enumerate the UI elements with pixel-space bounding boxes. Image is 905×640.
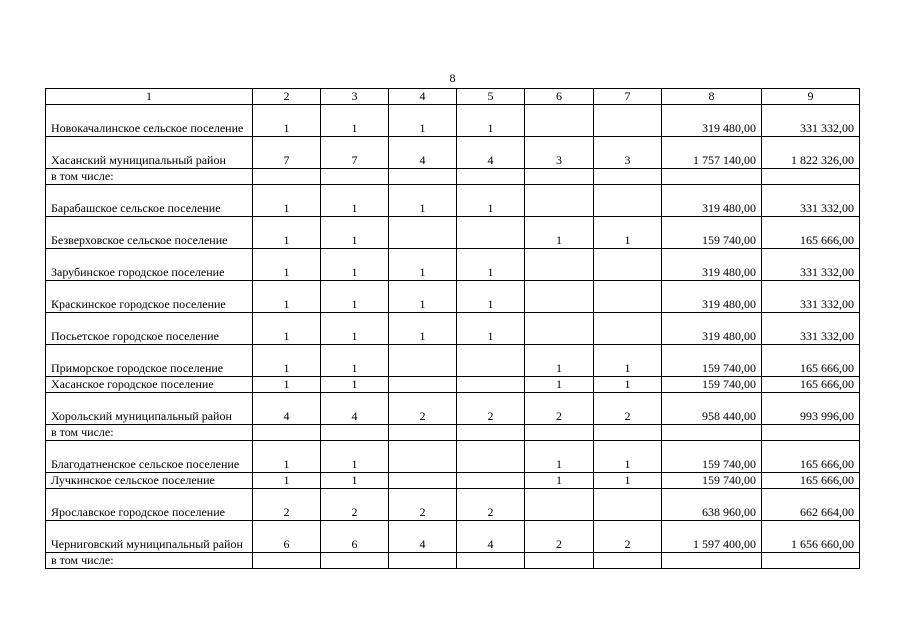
count-cell-col-2: 1 [253, 217, 321, 249]
count-cell-col-6 [525, 313, 594, 345]
count-cell-col-5: 2 [457, 393, 525, 425]
municipality-name-cell: Лучкинское сельское поселение [46, 473, 253, 489]
count-cell-col-2: 6 [253, 521, 321, 553]
municipality-name-cell: в том числе: [46, 553, 253, 569]
table-row [46, 377, 860, 393]
column-header: 4 [389, 89, 457, 105]
municipality-name-cell: в том числе: [46, 425, 253, 441]
count-cell-col-4 [389, 441, 457, 473]
count-cell-col-4: 2 [389, 393, 457, 425]
count-cell-col-6: 2 [525, 521, 594, 553]
amount-cell-col-8: 638 960,00 [662, 489, 762, 521]
amount-cell-col-9: 993 996,00 [762, 393, 860, 425]
municipality-name-cell: Ярославское городское поселение [46, 489, 253, 521]
count-cell-col-2: 1 [253, 249, 321, 281]
amount-cell-col-9: 165 666,00 [762, 217, 860, 249]
column-header: 3 [321, 89, 389, 105]
count-cell-col-3: 1 [321, 281, 389, 313]
count-cell-col-3: 2 [321, 489, 389, 521]
count-cell-col-6: 1 [525, 217, 594, 249]
count-cell-col-6: 1 [525, 377, 594, 393]
count-cell-col-7: 3 [594, 137, 662, 169]
amount-cell-col-9: 1 656 660,00 [762, 521, 860, 553]
municipality-name-cell: Барабашское сельское поселение [46, 185, 253, 217]
amount-cell-col-8: 319 480,00 [662, 313, 762, 345]
count-cell-col-5: 4 [457, 137, 525, 169]
count-cell-col-2: 1 [253, 441, 321, 473]
amount-cell-col-9: 331 332,00 [762, 185, 860, 217]
municipality-name-cell: Хасанское городское поселение [46, 377, 253, 393]
count-cell-col-5 [457, 425, 525, 441]
count-cell-col-2 [253, 425, 321, 441]
amount-cell-col-9 [762, 169, 860, 185]
count-cell-col-3 [321, 169, 389, 185]
amount-cell-col-8: 319 480,00 [662, 105, 762, 137]
municipality-name-cell: в том числе: [46, 169, 253, 185]
count-cell-col-2: 1 [253, 473, 321, 489]
count-cell-col-2: 7 [253, 137, 321, 169]
municipality-name-cell: Безверховское сельское поселение [46, 217, 253, 249]
amount-cell-col-9: 331 332,00 [762, 105, 860, 137]
amount-cell-col-9: 331 332,00 [762, 313, 860, 345]
count-cell-col-3: 1 [321, 441, 389, 473]
count-cell-col-7: 1 [594, 441, 662, 473]
table-row [46, 521, 860, 553]
amount-cell-col-9: 165 666,00 [762, 345, 860, 377]
count-cell-col-7: 2 [594, 521, 662, 553]
amount-cell-col-8: 159 740,00 [662, 377, 762, 393]
amount-cell-col-8: 958 440,00 [662, 393, 762, 425]
amount-cell-col-8 [662, 169, 762, 185]
count-cell-col-3: 1 [321, 185, 389, 217]
column-header: 6 [525, 89, 594, 105]
table-row [46, 441, 860, 473]
table-row [46, 425, 860, 441]
amount-cell-col-8: 159 740,00 [662, 441, 762, 473]
count-cell-col-4 [389, 553, 457, 569]
count-cell-col-6 [525, 185, 594, 217]
municipality-name-cell: Краскинское городское поселение [46, 281, 253, 313]
column-number-header-row [46, 89, 860, 105]
count-cell-col-6: 1 [525, 345, 594, 377]
table-row [46, 473, 860, 489]
count-cell-col-4 [389, 473, 457, 489]
count-cell-col-4: 4 [389, 137, 457, 169]
table-row [46, 105, 860, 137]
amount-cell-col-9: 165 666,00 [762, 377, 860, 393]
amount-cell-col-9: 331 332,00 [762, 249, 860, 281]
count-cell-col-7: 1 [594, 345, 662, 377]
municipality-name-cell: Благодатненское сельское поселение [46, 441, 253, 473]
count-cell-col-6: 1 [525, 473, 594, 489]
table-row [46, 217, 860, 249]
count-cell-col-2: 1 [253, 313, 321, 345]
count-cell-col-3: 1 [321, 313, 389, 345]
count-cell-col-2: 2 [253, 489, 321, 521]
count-cell-col-5: 4 [457, 521, 525, 553]
count-cell-col-5: 1 [457, 185, 525, 217]
table-row [46, 137, 860, 169]
count-cell-col-4: 1 [389, 249, 457, 281]
count-cell-col-3: 1 [321, 217, 389, 249]
amount-cell-col-9 [762, 425, 860, 441]
count-cell-col-6 [525, 553, 594, 569]
count-cell-col-2 [253, 553, 321, 569]
municipality-name-cell: Черниговский муниципальный район [46, 521, 253, 553]
count-cell-col-5 [457, 217, 525, 249]
count-cell-col-6: 2 [525, 393, 594, 425]
amount-cell-col-9: 331 332,00 [762, 281, 860, 313]
amount-cell-col-8: 319 480,00 [662, 185, 762, 217]
amount-cell-col-9: 165 666,00 [762, 473, 860, 489]
amount-cell-col-8: 319 480,00 [662, 281, 762, 313]
count-cell-col-2 [253, 169, 321, 185]
count-cell-col-7 [594, 185, 662, 217]
count-cell-col-3: 1 [321, 105, 389, 137]
count-cell-col-7: 1 [594, 217, 662, 249]
column-header: 5 [457, 89, 525, 105]
count-cell-col-6 [525, 425, 594, 441]
count-cell-col-5: 1 [457, 313, 525, 345]
count-cell-col-6 [525, 281, 594, 313]
table-row [46, 393, 860, 425]
count-cell-col-2: 1 [253, 281, 321, 313]
table-row [46, 553, 860, 569]
count-cell-col-3 [321, 553, 389, 569]
count-cell-col-3: 1 [321, 473, 389, 489]
count-cell-col-6 [525, 249, 594, 281]
count-cell-col-4: 1 [389, 281, 457, 313]
amount-cell-col-8: 159 740,00 [662, 217, 762, 249]
count-cell-col-4: 2 [389, 489, 457, 521]
count-cell-col-7 [594, 425, 662, 441]
table-row [46, 489, 860, 521]
count-cell-col-2: 1 [253, 185, 321, 217]
table-row [46, 345, 860, 377]
column-header: 9 [762, 89, 860, 105]
count-cell-col-6 [525, 105, 594, 137]
count-cell-col-5: 1 [457, 105, 525, 137]
count-cell-col-4 [389, 169, 457, 185]
amount-cell-col-8 [662, 553, 762, 569]
page-number: 8 [449, 71, 456, 85]
count-cell-col-3: 7 [321, 137, 389, 169]
count-cell-col-5 [457, 377, 525, 393]
count-cell-col-7 [594, 281, 662, 313]
count-cell-col-4: 1 [389, 185, 457, 217]
count-cell-col-3 [321, 425, 389, 441]
count-cell-col-5: 1 [457, 281, 525, 313]
count-cell-col-5 [457, 169, 525, 185]
count-cell-col-4 [389, 217, 457, 249]
count-cell-col-7 [594, 169, 662, 185]
count-cell-col-6 [525, 489, 594, 521]
count-cell-col-4 [389, 425, 457, 441]
count-cell-col-7 [594, 489, 662, 521]
municipality-name-cell: Новокачалинское сельское поселение [46, 105, 253, 137]
count-cell-col-4 [389, 377, 457, 393]
amount-cell-col-8: 159 740,00 [662, 345, 762, 377]
count-cell-col-7 [594, 313, 662, 345]
count-cell-col-7: 1 [594, 377, 662, 393]
column-header: 8 [662, 89, 762, 105]
amount-cell-col-8: 1 757 140,00 [662, 137, 762, 169]
count-cell-col-5 [457, 441, 525, 473]
count-cell-col-7: 2 [594, 393, 662, 425]
count-cell-col-3: 1 [321, 249, 389, 281]
count-cell-col-5: 1 [457, 249, 525, 281]
amount-cell-col-8: 1 597 400,00 [662, 521, 762, 553]
count-cell-col-2: 1 [253, 105, 321, 137]
count-cell-col-3: 4 [321, 393, 389, 425]
allocation-table [45, 88, 860, 569]
municipality-name-cell: Зарубинское городское поселение [46, 249, 253, 281]
count-cell-col-7: 1 [594, 473, 662, 489]
count-cell-col-5 [457, 473, 525, 489]
count-cell-col-2: 1 [253, 377, 321, 393]
amount-cell-col-9: 1 822 326,00 [762, 137, 860, 169]
amount-cell-col-8: 159 740,00 [662, 473, 762, 489]
count-cell-col-5 [457, 345, 525, 377]
count-cell-col-4: 1 [389, 313, 457, 345]
table-row [46, 281, 860, 313]
table-row [46, 185, 860, 217]
table-row [46, 313, 860, 345]
count-cell-col-7 [594, 249, 662, 281]
municipality-name-cell: Хасанский муниципальный район [46, 137, 253, 169]
count-cell-col-4: 4 [389, 521, 457, 553]
count-cell-col-6 [525, 169, 594, 185]
count-cell-col-2: 4 [253, 393, 321, 425]
amount-cell-col-8 [662, 425, 762, 441]
count-cell-col-4: 1 [389, 105, 457, 137]
amount-cell-col-9 [762, 553, 860, 569]
column-header: 1 [46, 89, 253, 105]
count-cell-col-5 [457, 553, 525, 569]
count-cell-col-4 [389, 345, 457, 377]
count-cell-col-2: 1 [253, 345, 321, 377]
amount-cell-col-8: 319 480,00 [662, 249, 762, 281]
count-cell-col-3: 1 [321, 345, 389, 377]
count-cell-col-6: 3 [525, 137, 594, 169]
column-header: 7 [594, 89, 662, 105]
municipality-name-cell: Приморское городское поселение [46, 345, 253, 377]
municipality-name-cell: Хорольский муниципальный район [46, 393, 253, 425]
amount-cell-col-9: 165 666,00 [762, 441, 860, 473]
count-cell-col-7 [594, 553, 662, 569]
table-row [46, 249, 860, 281]
municipality-name-cell: Посьетское городское поселение [46, 313, 253, 345]
count-cell-col-6: 1 [525, 441, 594, 473]
count-cell-col-7 [594, 105, 662, 137]
amount-cell-col-9: 662 664,00 [762, 489, 860, 521]
column-header: 2 [253, 89, 321, 105]
count-cell-col-5: 2 [457, 489, 525, 521]
count-cell-col-3: 6 [321, 521, 389, 553]
table-row [46, 169, 860, 185]
count-cell-col-3: 1 [321, 377, 389, 393]
